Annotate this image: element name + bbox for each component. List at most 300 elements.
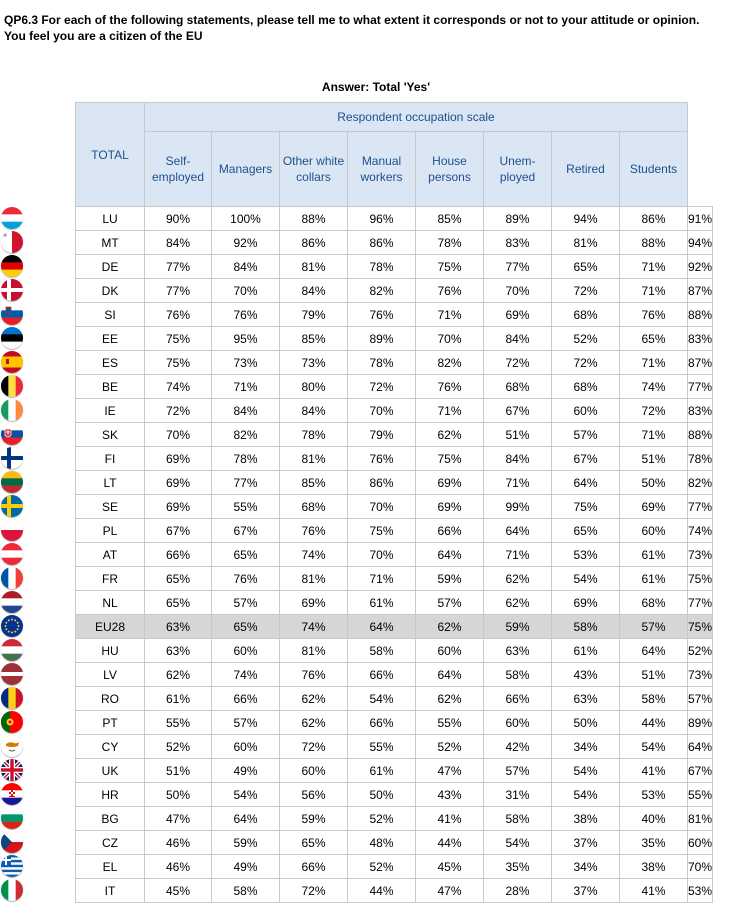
value-cell: 88% — [620, 231, 688, 255]
table-row — [76, 303, 713, 327]
value-cell: 99% — [484, 495, 552, 519]
value-cell: 58% — [484, 663, 552, 687]
total-cell: 77% — [145, 255, 212, 279]
total-cell: 55% — [145, 711, 212, 735]
value-cell: 66% — [484, 687, 552, 711]
value-cell: 47% — [416, 759, 484, 783]
value-cell: 87% — [688, 351, 713, 375]
table-row — [76, 831, 713, 855]
value-cell: 84% — [484, 447, 552, 471]
table-row — [76, 375, 713, 399]
lithuania-flag — [1, 471, 23, 493]
column-header — [552, 132, 620, 207]
table-row — [76, 519, 713, 543]
value-cell: 65% — [280, 831, 348, 855]
table-body — [76, 207, 713, 903]
value-cell: 86% — [280, 231, 348, 255]
total-cell: 61% — [145, 687, 212, 711]
value-cell: 57% — [552, 423, 620, 447]
value-cell: 84% — [212, 255, 280, 279]
value-cell: 44% — [416, 831, 484, 855]
table-row — [76, 615, 713, 639]
cyprus-flag — [1, 735, 23, 757]
value-cell: 71% — [416, 399, 484, 423]
total-cell: 50% — [145, 783, 212, 807]
value-cell: 96% — [348, 207, 416, 231]
value-cell: 35% — [484, 855, 552, 879]
slovenia-flag — [1, 303, 23, 325]
value-cell: 57% — [688, 687, 713, 711]
column-header — [212, 132, 280, 207]
value-cell: 63% — [484, 639, 552, 663]
value-cell: 51% — [620, 447, 688, 471]
malta-flag — [1, 231, 23, 253]
total-cell: 77% — [145, 279, 212, 303]
value-cell: 75% — [416, 255, 484, 279]
column-header — [620, 132, 688, 207]
value-cell: 70% — [348, 399, 416, 423]
value-cell: 57% — [212, 591, 280, 615]
value-cell: 54% — [552, 759, 620, 783]
value-cell: 81% — [280, 639, 348, 663]
value-cell: 75% — [688, 615, 713, 639]
value-cell: 45% — [416, 855, 484, 879]
answer-subtitle: Answer: Total 'Yes' — [321, 80, 431, 94]
table-row — [76, 807, 713, 831]
value-cell: 60% — [484, 711, 552, 735]
value-cell: 84% — [484, 327, 552, 351]
value-cell: 74% — [280, 543, 348, 567]
value-cell: 68% — [280, 495, 348, 519]
value-cell: 69% — [416, 495, 484, 519]
value-cell: 72% — [552, 279, 620, 303]
value-cell: 94% — [552, 207, 620, 231]
value-cell: 58% — [552, 615, 620, 639]
greece-flag — [1, 855, 23, 877]
column-header-line: Other white — [282, 154, 345, 168]
total-cell: 62% — [145, 663, 212, 687]
value-cell: 62% — [484, 591, 552, 615]
value-cell: 58% — [484, 807, 552, 831]
value-cell: 68% — [552, 375, 620, 399]
value-cell: 76% — [212, 303, 280, 327]
column-header-line: collars — [296, 170, 331, 184]
table-row — [76, 735, 713, 759]
value-cell: 82% — [688, 471, 713, 495]
value-cell: 88% — [688, 303, 713, 327]
value-cell: 85% — [280, 471, 348, 495]
value-cell: 75% — [348, 519, 416, 543]
country-code: DE — [76, 255, 145, 279]
value-cell: 51% — [484, 423, 552, 447]
value-cell: 83% — [688, 399, 713, 423]
value-cell: 100% — [212, 207, 280, 231]
country-code: EU28 — [76, 615, 145, 639]
value-cell: 71% — [348, 567, 416, 591]
column-header-line: House — [432, 154, 467, 168]
value-cell: 52% — [416, 735, 484, 759]
value-cell: 74% — [688, 519, 713, 543]
country-code: AT — [76, 543, 145, 567]
value-cell: 69% — [620, 495, 688, 519]
value-cell: 71% — [620, 351, 688, 375]
germany-flag — [1, 255, 23, 277]
value-cell: 73% — [212, 351, 280, 375]
value-cell: 86% — [348, 231, 416, 255]
total-cell: 69% — [145, 447, 212, 471]
value-cell: 78% — [348, 351, 416, 375]
value-cell: 62% — [416, 423, 484, 447]
value-cell: 52% — [348, 855, 416, 879]
value-cell: 81% — [688, 807, 713, 831]
hungary-flag — [1, 639, 23, 661]
value-cell: 60% — [212, 735, 280, 759]
value-cell: 56% — [280, 783, 348, 807]
country-code: FI — [76, 447, 145, 471]
country-code: LV — [76, 663, 145, 687]
eu-flag — [1, 615, 23, 637]
value-cell: 68% — [620, 591, 688, 615]
country-code: BE — [76, 375, 145, 399]
column-header-line: workers — [360, 170, 403, 184]
value-cell: 75% — [552, 495, 620, 519]
value-cell: 71% — [620, 423, 688, 447]
value-cell: 82% — [348, 279, 416, 303]
total-cell: 63% — [145, 639, 212, 663]
value-cell: 54% — [348, 687, 416, 711]
country-code: EL — [76, 855, 145, 879]
value-cell: 64% — [416, 543, 484, 567]
total-cell: 46% — [145, 831, 212, 855]
country-code: IT — [76, 879, 145, 903]
value-cell: 79% — [348, 423, 416, 447]
value-cell: 41% — [416, 807, 484, 831]
value-cell: 41% — [620, 759, 688, 783]
value-cell: 54% — [212, 783, 280, 807]
value-cell: 52% — [688, 639, 713, 663]
total-cell: 66% — [145, 543, 212, 567]
country-code: CZ — [76, 831, 145, 855]
value-cell: 61% — [348, 759, 416, 783]
value-cell: 71% — [620, 279, 688, 303]
value-cell: 70% — [484, 279, 552, 303]
value-cell: 54% — [552, 783, 620, 807]
table-row — [76, 231, 713, 255]
total-cell: 70% — [145, 423, 212, 447]
poland-flag — [1, 519, 23, 541]
value-cell: 89% — [484, 207, 552, 231]
value-cell: 71% — [484, 471, 552, 495]
value-cell: 64% — [620, 639, 688, 663]
total-cell: 69% — [145, 471, 212, 495]
table-row — [76, 591, 713, 615]
value-cell: 59% — [484, 615, 552, 639]
value-cell: 69% — [416, 471, 484, 495]
value-cell: 81% — [280, 447, 348, 471]
value-cell: 70% — [416, 327, 484, 351]
value-cell: 60% — [552, 399, 620, 423]
value-cell: 77% — [688, 495, 713, 519]
value-cell: 72% — [620, 399, 688, 423]
value-cell: 38% — [552, 807, 620, 831]
header-row-top — [76, 103, 713, 132]
value-cell: 38% — [620, 855, 688, 879]
value-cell: 77% — [688, 591, 713, 615]
column-header-line: Manual — [361, 154, 402, 168]
value-cell: 89% — [348, 327, 416, 351]
table-row — [76, 423, 713, 447]
table-row — [76, 567, 713, 591]
value-cell: 86% — [348, 471, 416, 495]
country-code: RO — [76, 687, 145, 711]
value-cell: 76% — [416, 375, 484, 399]
belgium-flag — [1, 375, 23, 397]
country-code: PT — [76, 711, 145, 735]
value-cell: 66% — [212, 687, 280, 711]
value-cell: 37% — [552, 879, 620, 903]
value-cell: 78% — [688, 447, 713, 471]
value-cell: 62% — [484, 567, 552, 591]
value-cell: 62% — [280, 711, 348, 735]
value-cell: 60% — [212, 639, 280, 663]
value-cell: 85% — [416, 207, 484, 231]
country-code: NL — [76, 591, 145, 615]
ireland-flag — [1, 399, 23, 421]
value-cell: 66% — [416, 519, 484, 543]
total-cell: 75% — [145, 327, 212, 351]
table-row — [76, 711, 713, 735]
value-cell: 54% — [620, 735, 688, 759]
total-cell: 69% — [145, 495, 212, 519]
value-cell: 47% — [416, 879, 484, 903]
value-cell: 73% — [688, 543, 713, 567]
value-cell: 59% — [212, 831, 280, 855]
country-code: HR — [76, 783, 145, 807]
value-cell: 50% — [348, 783, 416, 807]
total-cell: 65% — [145, 591, 212, 615]
sweden-flag — [1, 495, 23, 517]
italy-flag — [1, 879, 23, 901]
value-cell: 66% — [348, 663, 416, 687]
value-cell: 71% — [212, 375, 280, 399]
value-cell: 67% — [552, 447, 620, 471]
value-cell: 83% — [484, 231, 552, 255]
value-cell: 64% — [688, 735, 713, 759]
value-cell: 89% — [688, 711, 713, 735]
value-cell: 57% — [620, 615, 688, 639]
table-row — [76, 471, 713, 495]
value-cell: 72% — [552, 351, 620, 375]
total-cell: 46% — [145, 855, 212, 879]
value-cell: 76% — [280, 663, 348, 687]
value-cell: 61% — [348, 591, 416, 615]
value-cell: 35% — [620, 831, 688, 855]
value-cell: 81% — [552, 231, 620, 255]
value-cell: 48% — [348, 831, 416, 855]
denmark-flag — [1, 279, 23, 301]
total-cell: 51% — [145, 759, 212, 783]
total-cell: 76% — [145, 303, 212, 327]
value-cell: 75% — [688, 567, 713, 591]
value-cell: 62% — [416, 687, 484, 711]
country-code: UK — [76, 759, 145, 783]
value-cell: 73% — [688, 663, 713, 687]
total-cell: 74% — [145, 375, 212, 399]
value-cell: 64% — [348, 615, 416, 639]
value-cell: 62% — [416, 615, 484, 639]
value-cell: 42% — [484, 735, 552, 759]
value-cell: 67% — [688, 759, 713, 783]
value-cell: 57% — [484, 759, 552, 783]
value-cell: 57% — [212, 711, 280, 735]
value-cell: 72% — [280, 735, 348, 759]
value-cell: 31% — [484, 783, 552, 807]
czechia-flag — [1, 831, 23, 853]
estonia-flag — [1, 327, 23, 349]
france-flag — [1, 567, 23, 589]
table-row — [76, 639, 713, 663]
total-cell: 52% — [145, 735, 212, 759]
table-row — [76, 759, 713, 783]
value-cell: 69% — [484, 303, 552, 327]
value-cell: 61% — [552, 639, 620, 663]
value-cell: 64% — [416, 663, 484, 687]
value-cell: 49% — [212, 855, 280, 879]
value-cell: 64% — [212, 807, 280, 831]
value-cell: 59% — [416, 567, 484, 591]
finland-flag — [1, 447, 23, 469]
value-cell: 68% — [484, 375, 552, 399]
table-row — [76, 399, 713, 423]
country-code: DK — [76, 279, 145, 303]
value-cell: 34% — [552, 735, 620, 759]
value-cell: 55% — [212, 495, 280, 519]
value-cell: 60% — [416, 639, 484, 663]
slovakia-flag — [1, 423, 23, 445]
results-table — [75, 102, 713, 903]
column-header-line: Unem- — [499, 154, 536, 168]
value-cell: 68% — [552, 303, 620, 327]
table-row — [76, 327, 713, 351]
value-cell: 76% — [212, 567, 280, 591]
value-cell: 61% — [620, 543, 688, 567]
value-cell: 92% — [688, 255, 713, 279]
value-cell: 82% — [212, 423, 280, 447]
total-header: TOTAL — [76, 103, 145, 207]
table-row — [76, 255, 713, 279]
table-row — [76, 495, 713, 519]
column-header-line: ployed — [499, 170, 536, 184]
column-header-line: Self- — [165, 154, 191, 168]
value-cell: 53% — [688, 879, 713, 903]
value-cell: 55% — [688, 783, 713, 807]
value-cell: 53% — [552, 543, 620, 567]
total-cell: 75% — [145, 351, 212, 375]
country-code: LU — [76, 207, 145, 231]
value-cell: 43% — [416, 783, 484, 807]
value-cell: 76% — [280, 519, 348, 543]
value-cell: 52% — [552, 327, 620, 351]
column-header-line: Students — [629, 162, 678, 176]
value-cell: 95% — [212, 327, 280, 351]
country-code: PL — [76, 519, 145, 543]
country-code: FR — [76, 567, 145, 591]
table-row — [76, 879, 713, 903]
value-cell: 67% — [212, 519, 280, 543]
value-cell: 34% — [552, 855, 620, 879]
value-cell: 74% — [280, 615, 348, 639]
value-cell: 61% — [620, 567, 688, 591]
country-code: IE — [76, 399, 145, 423]
value-cell: 91% — [688, 207, 713, 231]
total-cell: 47% — [145, 807, 212, 831]
spain-flag — [1, 351, 23, 373]
column-header — [416, 132, 484, 207]
value-cell: 74% — [620, 375, 688, 399]
total-cell: 67% — [145, 519, 212, 543]
value-cell: 84% — [212, 399, 280, 423]
value-cell: 84% — [280, 399, 348, 423]
value-cell: 69% — [552, 591, 620, 615]
column-header — [348, 132, 416, 207]
table-row — [76, 543, 713, 567]
column-header — [280, 132, 348, 207]
country-code: HU — [76, 639, 145, 663]
value-cell: 60% — [280, 759, 348, 783]
value-cell: 70% — [348, 495, 416, 519]
value-cell: 76% — [348, 447, 416, 471]
value-cell: 71% — [484, 543, 552, 567]
value-cell: 74% — [212, 663, 280, 687]
value-cell: 73% — [280, 351, 348, 375]
value-cell: 86% — [620, 207, 688, 231]
column-header — [145, 132, 212, 207]
croatia-flag — [1, 783, 23, 805]
country-code: BG — [76, 807, 145, 831]
value-cell: 58% — [348, 639, 416, 663]
value-cell: 58% — [620, 687, 688, 711]
question-statement: You feel you are a citizen of the EU — [4, 29, 203, 43]
total-cell: 90% — [145, 207, 212, 231]
value-cell: 69% — [280, 591, 348, 615]
column-header-line: Retired — [566, 162, 605, 176]
value-cell: 40% — [620, 807, 688, 831]
value-cell: 59% — [280, 807, 348, 831]
column-header-line: Managers — [218, 162, 273, 176]
luxembourg-flag — [1, 207, 23, 229]
value-cell: 65% — [212, 543, 280, 567]
column-header-line: persons — [428, 170, 471, 184]
table-row — [76, 687, 713, 711]
total-cell: 84% — [145, 231, 212, 255]
value-cell: 60% — [688, 831, 713, 855]
bulgaria-flag — [1, 807, 23, 829]
table-row — [76, 279, 713, 303]
country-code: SK — [76, 423, 145, 447]
value-cell: 92% — [212, 231, 280, 255]
column-header-line: employed — [151, 170, 205, 184]
value-cell: 80% — [280, 375, 348, 399]
country-code: SI — [76, 303, 145, 327]
country-code: LT — [76, 471, 145, 495]
question-title — [4, 12, 744, 44]
portugal-flag — [1, 711, 23, 733]
value-cell: 62% — [280, 687, 348, 711]
value-cell: 54% — [484, 831, 552, 855]
value-cell: 83% — [688, 327, 713, 351]
value-cell: 53% — [620, 783, 688, 807]
value-cell: 71% — [416, 303, 484, 327]
